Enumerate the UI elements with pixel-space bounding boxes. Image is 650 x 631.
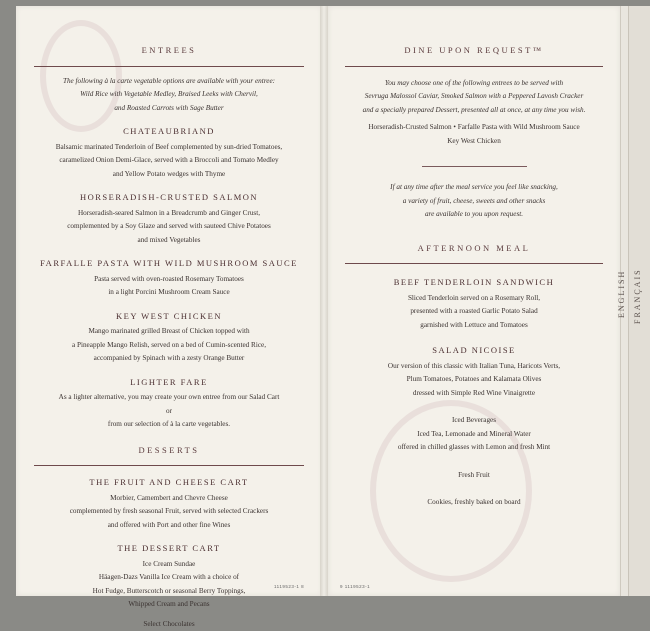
dessert-cart: THE DESSERT CART Ice Cream Sundae Häagen-Dazs Vanilla Ice Cream with a choice of Hot Fudge, Butterscotch or seasonal Berry Toppings, Whipped Cream and Pecans Select Chocolates <box>16 542 322 631</box>
dish-title: KEY WEST CHICKEN <box>115 310 222 321</box>
tab-label-english[interactable]: ENGLISH <box>617 269 626 318</box>
dish-title: THE FRUIT AND CHEESE CART <box>89 477 249 487</box>
entree-lighter-fare: LIGHTER FARE As a lighter alternative, you may create your own entree from our Salad Cart or from our selection of à la carte vegetables. <box>16 376 322 432</box>
afternoon-divider <box>345 263 603 264</box>
dish-title: HORSERADISH-CRUSTED SALMON <box>79 192 259 202</box>
entree-key-west-chicken: KEY WEST CHICKEN Mango marinated grilled Breast of Chicken topped with a Pineapple Mango Relish, served on a bed of Cumin-scented Rice, accompanied by Spinach with a zesty Orange Butter <box>16 310 322 366</box>
fresh-fruit: Fresh Fruit <box>458 470 490 479</box>
dine-divider <box>345 66 603 67</box>
entree-chateaubriand: CHATEAUBRIAND Balsamic marinated Tenderloin of Beef complemented by sun-dried Tomatoes, caramelized Onion Demi-Glace, served with a Broccoli and Tomato Medley and Yellow Potato wedges with Thyme <box>16 125 322 181</box>
dish-title: FARFALLE PASTA WITH WILD MUSHROOM SAUCE <box>40 258 298 268</box>
entree-farfalle-pasta: FARFALLE PASTA WITH WILD MUSHROOM SAUCE Pasta served with oven-roasted Rosemary Tomatoes in a light Porcini Mushroom Cream Sauce <box>16 257 322 300</box>
vegetable-options-intro: The following à la carte vegetable options are available with your entree: Wild Rice with Vegetable Medley, Braised Leeks with Chervil, and Roasted Carrots with Sage Butter <box>62 76 276 112</box>
dine-options: Horseradish-Crusted Salmon • Farfalle Pasta with Wild Mushroom Sauce Key West Chicken <box>368 123 580 145</box>
afternoon-salad-nicoise: SALAD NICOISE Our version of this classic with Italian Tuna, Haricots Verts, Plum Tomatoes, Potatoes and Kalamata Olives dressed with Simple Red Wine Vinaigrette <box>328 344 620 400</box>
dine-intro: You may choose one of the following entrees to be served with Sevruga Malossol Caviar, Smoked Salmon with a Peppered Lavosh Cracker and a specially prepared Dessert, presented all at once, at any time you wish. <box>362 78 586 114</box>
iced-beverages: Iced Beverages Iced Tea, Lemonade and Mineral Water offered in chilled glasses with Lemon and fresh Mint <box>397 416 551 451</box>
snack-divider <box>422 166 527 167</box>
snack-note: If at any time after the meal service you feel like snacking, a variety of fruit, cheese, sweets and other snacks are available to you upon request. <box>390 183 558 218</box>
dish-title: LIGHTER FARE <box>130 376 208 387</box>
afternoon-meal-heading: AFTERNOON MEAL <box>417 242 531 253</box>
dish-title: SALAD NICOISE <box>432 345 516 355</box>
right-menu-content <box>328 44 620 510</box>
dessert-fruit-cheese-cart: THE FRUIT AND CHEESE CART Morbier, Camembert and Chevre Cheese complemented by fresh seasonal Fruit, served with selected Crackers and offered with Port and other fine Wines <box>16 476 322 532</box>
entrees-heading: ENTREES <box>141 45 197 55</box>
dish-title: BEEF TENDERLOIN SANDWICH <box>393 277 555 287</box>
entree-horseradish-salmon: HORSERADISH-CRUSTED SALMON Horseradish-seared Salmon in a Breadcrumb and Ginger Crust, complemented by a Soy Glaze and served with sauteed Chive Potatoes and mixed Vegetables <box>16 191 322 247</box>
entrees-divider <box>34 66 304 67</box>
afternoon-beef-sandwich: BEEF TENDERLOIN SANDWICH Sliced Tenderloin served on a Rosemary Roll, presented with a roasted Garlic Potato Salad garnished with Lettuce and Tomatoes <box>328 276 620 332</box>
desserts-divider <box>34 465 304 466</box>
desserts-heading: DESSERTS <box>138 444 200 455</box>
cookies: Cookies, freshly baked on board <box>427 498 521 506</box>
dish-title: THE DESSERT CART <box>117 543 221 553</box>
left-menu-content <box>16 44 322 631</box>
dine-upon-request-heading: DINE UPON REQUEST™ <box>404 45 544 55</box>
dish-title: CHATEAUBRIAND <box>123 126 215 136</box>
tab-label-francais[interactable]: FRANÇAIS <box>633 268 642 324</box>
right-page-number: 9 1119523-1 <box>340 584 371 589</box>
left-page-number: 1119523-1 8 <box>274 584 305 589</box>
